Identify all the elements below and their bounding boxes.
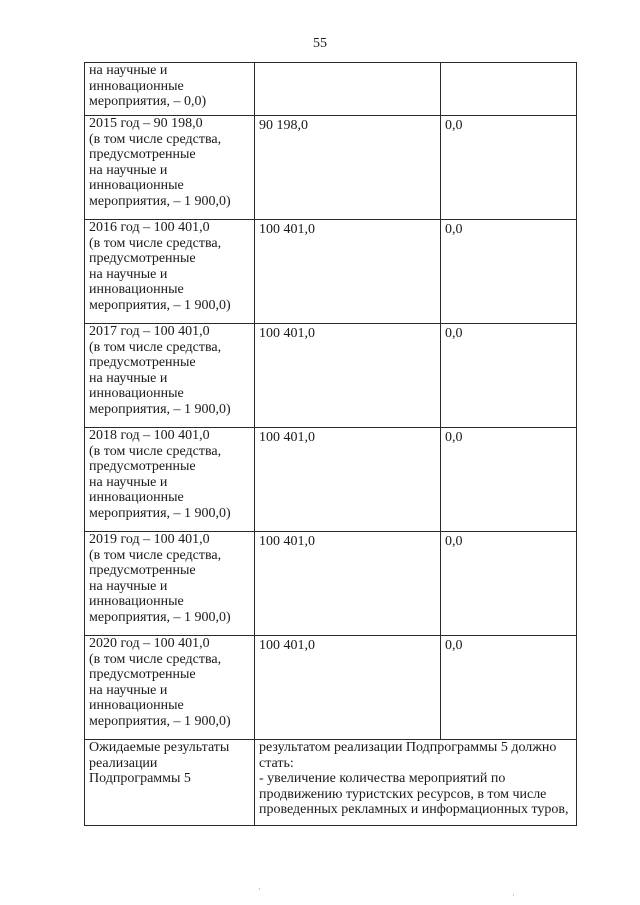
total-value: 90 198,0 bbox=[259, 118, 308, 133]
cell-line: предусмотренные bbox=[89, 147, 196, 162]
cell-line: мероприятия, – 1 900,0) bbox=[89, 713, 231, 729]
cell-line: результатом реализации Подпрограммы 5 должно bbox=[259, 740, 557, 755]
scan-artifact: · bbox=[258, 884, 261, 894]
cell-line: Подпрограммы 5 bbox=[89, 771, 191, 786]
extra-value: 0,0 bbox=[445, 534, 463, 549]
cell-line: предусмотренные bbox=[89, 667, 196, 682]
table-row bbox=[85, 63, 577, 116]
cell-line: Ожидаемые результаты bbox=[89, 740, 230, 755]
cell-line: инновационные bbox=[89, 386, 184, 401]
cell-line: на научные и bbox=[89, 162, 168, 178]
cell-line: на научные и bbox=[89, 266, 168, 282]
cell-line: 2019 год – 100 401,0 bbox=[89, 532, 210, 547]
year-cell bbox=[85, 220, 255, 324]
total-cell bbox=[255, 63, 441, 116]
table-row bbox=[85, 116, 577, 220]
table-row bbox=[85, 532, 577, 636]
funding-table bbox=[84, 62, 577, 826]
cell-line: на научные и bbox=[89, 370, 168, 386]
cell-line: инновационные bbox=[89, 698, 184, 713]
cell-line: стать: bbox=[259, 755, 294, 771]
total-value: 100 401,0 bbox=[259, 430, 315, 445]
cell-line: инновационные bbox=[89, 490, 184, 505]
results-text-cell bbox=[255, 740, 577, 826]
year-cell bbox=[85, 63, 255, 116]
cell-line: предусмотренные bbox=[89, 459, 196, 474]
cell-line: 2020 год – 100 401,0 bbox=[89, 636, 210, 651]
table-row bbox=[85, 324, 577, 428]
cell-line: (в том числе средства, bbox=[89, 339, 222, 355]
cell-line: инновационные bbox=[89, 282, 184, 297]
extra-value: 0,0 bbox=[445, 326, 463, 341]
total-cell bbox=[255, 220, 441, 324]
total-cell bbox=[255, 324, 441, 428]
cell-line: (в том числе средства, bbox=[89, 651, 222, 667]
cell-line: предусмотренные bbox=[89, 355, 196, 370]
extra-value: 0,0 bbox=[445, 222, 463, 237]
total-cell bbox=[255, 428, 441, 532]
extra-cell bbox=[441, 636, 577, 740]
table-row bbox=[85, 428, 577, 532]
cell-line: мероприятия, – 0,0) bbox=[89, 94, 207, 109]
extra-cell bbox=[441, 220, 577, 324]
year-cell bbox=[85, 636, 255, 740]
scan-artifact: · bbox=[512, 890, 515, 900]
table-row bbox=[85, 220, 577, 324]
year-cell bbox=[85, 324, 255, 428]
extra-cell bbox=[441, 532, 577, 636]
table-row bbox=[85, 636, 577, 740]
extra-value: 0,0 bbox=[445, 430, 463, 445]
cell-line: на научные и bbox=[89, 474, 168, 490]
total-cell bbox=[255, 636, 441, 740]
cell-line: мероприятия, – 1 900,0) bbox=[89, 505, 231, 521]
total-value: 100 401,0 bbox=[259, 222, 315, 237]
cell-line: инновационные bbox=[89, 178, 184, 193]
cell-line: (в том числе средства, bbox=[89, 443, 222, 459]
cell-line: инновационные bbox=[89, 78, 184, 94]
cell-line: 2016 год – 100 401,0 bbox=[89, 220, 210, 235]
cell-line: на научные и bbox=[89, 63, 168, 78]
cell-line: инновационные bbox=[89, 594, 184, 609]
cell-line: мероприятия, – 1 900,0) bbox=[89, 401, 231, 417]
total-value: 100 401,0 bbox=[259, 638, 315, 653]
cell-line: предусмотренные bbox=[89, 563, 196, 578]
cell-line: проведенных рекламных и информационных туров, bbox=[259, 802, 569, 817]
year-cell bbox=[85, 532, 255, 636]
extra-value: 0,0 bbox=[445, 118, 463, 133]
cell-line: 2018 год – 100 401,0 bbox=[89, 428, 210, 443]
cell-line: мероприятия, – 1 900,0) bbox=[89, 193, 231, 209]
extra-cell bbox=[441, 63, 577, 116]
cell-line: мероприятия, – 1 900,0) bbox=[89, 609, 231, 625]
total-cell bbox=[255, 532, 441, 636]
total-cell bbox=[255, 116, 441, 220]
extra-cell bbox=[441, 324, 577, 428]
cell-line: 2015 год – 90 198,0 bbox=[89, 116, 203, 131]
cell-line: на научные и bbox=[89, 578, 168, 594]
cell-line: мероприятия, – 1 900,0) bbox=[89, 297, 231, 313]
cell-line: предусмотренные bbox=[89, 251, 196, 266]
cell-line: - увеличение количества мероприятий по bbox=[259, 771, 506, 786]
total-value: 100 401,0 bbox=[259, 326, 315, 341]
cell-line: реализации bbox=[89, 755, 158, 771]
year-cell bbox=[85, 428, 255, 532]
total-value: 100 401,0 bbox=[259, 534, 315, 549]
cell-line: на научные и bbox=[89, 682, 168, 698]
page-number: 55 bbox=[313, 36, 327, 51]
cell-line: (в том числе средства, bbox=[89, 235, 222, 251]
cell-line: продвижению туристских ресурсов, в том числе bbox=[259, 786, 547, 802]
cell-line: (в том числе средства, bbox=[89, 547, 222, 563]
results-label-cell bbox=[85, 740, 255, 826]
cell-line: 2017 год – 100 401,0 bbox=[89, 324, 210, 339]
year-cell bbox=[85, 116, 255, 220]
table-row bbox=[85, 740, 577, 826]
cell-line: (в том числе средства, bbox=[89, 131, 222, 147]
extra-cell bbox=[441, 428, 577, 532]
extra-cell bbox=[441, 116, 577, 220]
extra-value: 0,0 bbox=[445, 638, 463, 653]
